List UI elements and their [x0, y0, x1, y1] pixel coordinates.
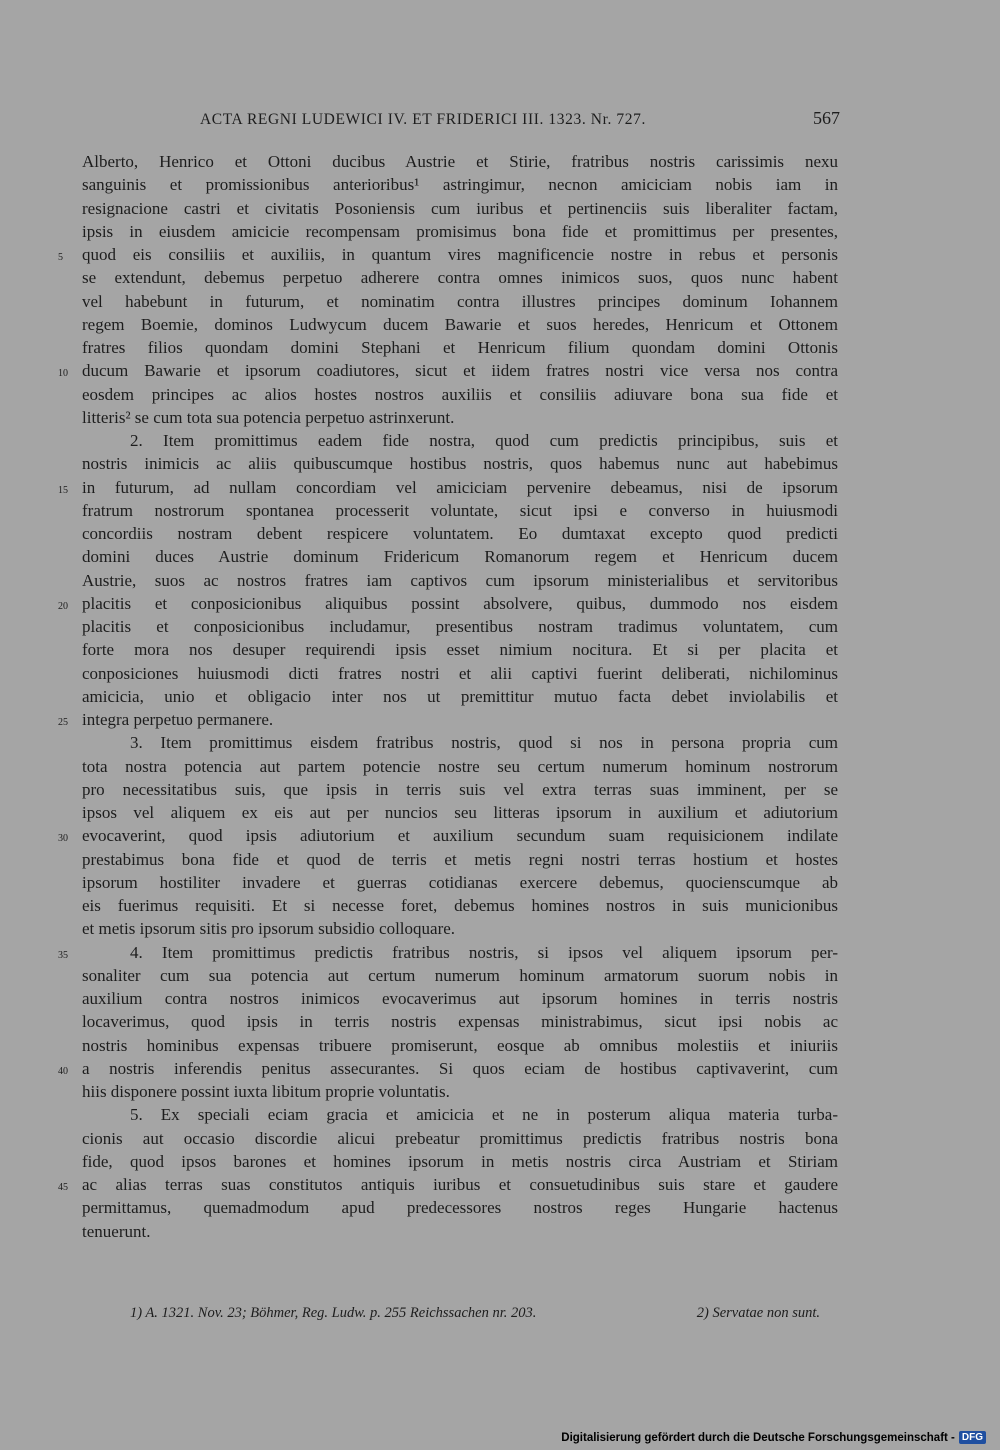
text-line [82, 197, 838, 220]
line-text: se extendunt, debemus perpetuo adherere contra omnes inimicos suos, quos nunc habent [82, 268, 838, 288]
funding-text: Digitalisierung gefördert durch die Deutsche Forschungsgemeinschaft - [561, 1431, 955, 1444]
line-text: nostris inimicis ac aliis quibuscumque hostibus nostris, quos habemus nunc aut habebimus [82, 454, 838, 474]
text-line [82, 615, 838, 638]
text-line [82, 894, 838, 917]
line-text: pro necessitatibus suis, que ipsis in terris suis vel extra terras suas imminent, per se [82, 779, 838, 799]
line-number: 5 [58, 252, 63, 263]
line-text: integra perpetuo permanere. [82, 710, 274, 729]
line-number: 15 [58, 484, 68, 496]
text-line [82, 638, 838, 661]
line-text: litteris² se cum tota sua potencia perpetuo astrinxerunt. [82, 407, 455, 427]
line-text: fratrum nostrorum spontanea processerit voluntate, sicut ipsi e converso in huiusmodi [82, 500, 838, 520]
line-text: permittamus, quemadmodum apud predecessores nostros reges Hungarie hactenus [82, 1198, 838, 1218]
line-text: hiis disponere possint iuxta libitum proprie voluntatis. [82, 1082, 450, 1101]
text-line [82, 1103, 838, 1126]
line-text: sonaliter cum sua potencia aut certum numerum hominum armatorum suorum nobis in [82, 965, 838, 985]
line-number: 45 [58, 1182, 68, 1193]
line-text: Austrie, suos ac nostros fratres iam captivos cum ipsorum ministerialibus et servitoribus [82, 570, 838, 590]
text-line [82, 1220, 838, 1243]
line-text: ipsorum hostiliter invadere et guerras cotidianas exercere debemus, quocienscumque ab [82, 872, 838, 892]
text-line [82, 150, 838, 173]
line-text: sanguinis et promissionibus anterioribus¹ astringimur, necnon amiciciam nobis iam in [82, 175, 838, 195]
text-line [82, 1127, 838, 1150]
line-text: et metis ipsorum sitis pro ipsorum subsidio colloquare. [82, 919, 456, 939]
text-line [82, 569, 838, 592]
text-line [82, 266, 838, 289]
text-line [82, 336, 838, 359]
text-line [82, 1080, 838, 1103]
text-line [82, 801, 838, 824]
funding-banner [561, 1431, 986, 1444]
text-line [82, 173, 838, 196]
text-line [58, 476, 838, 499]
line-text: cionis aut occasio discordie alicui prebeatur promittimus predictis fratribus nostris bona [82, 1128, 838, 1148]
text-line [82, 964, 838, 987]
line-text: conposiciones huiusmodi dicti fratres nostri et alii captivi fuerint deliberati, nichilominus [82, 663, 838, 683]
line-text: placitis et conposicionibus aliquibus possint absolvere, quibus, dummodo nos eisdem [82, 593, 838, 613]
dfg-logo: DFG [959, 1431, 986, 1444]
line-number: 40 [58, 1065, 68, 1077]
text-line [82, 755, 838, 778]
line-text: 5. Ex speciali eciam gracia et amicicia et ne in posterum aliqua materia turba- [130, 1105, 838, 1125]
footnote-1: 1) A. 1321. Nov. 23; Böhmer, Reg. Ludw. p. 255 Reichssachen nr. 203. [130, 1305, 537, 1321]
line-text: prestabimus bona fide et quod de terris et metis regni nostri terras hostium et hostes [82, 849, 838, 869]
line-text: a nostris inferendis penitus assecurantes. Si quos eciam de hostibus captivaverint, cum [82, 1058, 838, 1078]
line-text: in futurum, ad nullam concordiam vel amiciciam pervenire debeamus, nisi de ipsorum [82, 477, 838, 497]
line-text: 3. Item promittimus eisdem fratribus nostris, quod si nos in persona propria cum [130, 733, 838, 753]
text-line [58, 359, 838, 382]
line-text: quod eis consiliis et auxiliis, in quantum vires magnificencie nostre in rebus et personis [82, 245, 838, 264]
text-line [82, 522, 838, 545]
line-text: regem Boemie, dominos Ludwycum ducem Bawarie et suos heredes, Henricum et Ottonem [82, 314, 838, 334]
line-text: 4. Item promittimus predictis fratribus nostris, si ipsos vel aliquem ipsorum per- [130, 942, 838, 962]
line-text: ipsis in eiusdem amicicie recompensam promisimus bona fide et promittimus per presentes, [82, 221, 838, 241]
running-title: ACTA REGNI LUDEWICI IV. ET FRIDERICI III. 1323. Nr. 727. [200, 111, 646, 128]
line-text: Alberto, Henrico et Ottoni ducibus Austrie et Stirie, fratribus nostris carissimis nexu [82, 152, 838, 171]
line-text: eis fuerimus requisiti. Et si necesse foret, debemus homines nostros in suis municionibus [82, 896, 838, 915]
line-number: 25 [58, 717, 68, 728]
line-text: evocaverint, quod ipsis adiutorium et auxilium secundum suam requisicionem indilate [82, 826, 838, 846]
line-text: 2. Item promittimus eadem fide nostra, quod cum predictis principibus, suis et [130, 431, 838, 450]
line-text: ducum Bawarie et ipsorum coadiutores, sicut et iidem fratres nostri vice versa nos contra [82, 361, 838, 381]
text-line [82, 545, 838, 568]
text-line [58, 592, 838, 615]
text-line [58, 824, 838, 847]
main-text [58, 150, 838, 1243]
text-line [82, 1196, 838, 1219]
line-text: resignacione castri et civitatis Posoniensis cum iuribus et pertinenciis suis liberaliter factam, [82, 198, 838, 218]
line-text: amicicia, unio et obligacio inter nos ut premittitur mutuo facta debet inviolabilis et [82, 686, 838, 706]
line-number: 10 [58, 368, 68, 380]
text-line [82, 1034, 838, 1057]
text-line [82, 406, 838, 429]
text-line [58, 708, 838, 731]
text-line [82, 848, 838, 871]
text-line [82, 452, 838, 475]
text-line [82, 290, 838, 313]
text-line [82, 220, 838, 243]
line-text: locaverimus, quod ipsis in terris nostris expensas ministrabimus, sicut ipsi nobis ac [82, 1012, 838, 1032]
text-line [82, 1150, 838, 1173]
text-line [58, 243, 838, 266]
line-number: 35 [58, 949, 68, 961]
text-line [82, 917, 838, 940]
running-header [200, 108, 840, 129]
line-text: tota nostra potencia aut partem potencie nostre seu certum numerum hominum nostrorum [82, 756, 838, 776]
footnote-2: 2) Servatae non sunt. [696, 1305, 820, 1321]
text-line [82, 499, 838, 522]
line-text: vel habebunt in futurum, et nominatim contra illustres principes dominum Iohannem [82, 291, 838, 311]
line-text: tenuerunt. [82, 1221, 151, 1241]
text-line [82, 313, 838, 336]
line-text: fratres filios quondam domini Stephani et Henricum filium quondam domini Ottonis [82, 338, 838, 357]
text-line [82, 731, 838, 754]
line-text: fide, quod ipsos barones et homines ipsorum in metis nostris circa Austriam et Stiriam [82, 1151, 838, 1171]
text-line [82, 662, 838, 685]
line-text: concordiis nostram debent respicere voluntatem. Eo dumtaxat excepto quod predicti [82, 524, 838, 543]
text-line [82, 685, 838, 708]
text-line [82, 987, 838, 1010]
text-line [58, 1173, 838, 1196]
line-text: ac alias terras suas constitutos antiquis iuribus et consuetudinibus suis stare et gaudere [82, 1175, 838, 1194]
text-line [58, 941, 838, 964]
line-number: 20 [58, 600, 68, 612]
page-number: 567 [813, 108, 840, 128]
line-text: forte mora nos desuper requirendi ipsis esset nimium nocitura. Et si per placita et [82, 640, 838, 660]
text-line [82, 778, 838, 801]
footnotes [130, 1305, 820, 1322]
text-line [82, 871, 838, 894]
line-number: 30 [58, 833, 68, 845]
text-line [82, 1010, 838, 1033]
line-text: ipsos vel aliquem ex eis aut per nuncios seu litteras ipsorum in auxilium et adiutorium [82, 803, 838, 822]
line-text: domini duces Austrie dominum Fridericum Romanorum regem et Henricum ducem [82, 547, 838, 567]
line-text: placitis et conposicionibus includamur, presentibus nostram tradimus voluntatem, cum [82, 617, 838, 636]
line-text: auxilium contra nostros inimicos evocaverimus aut ipsorum homines in terris nostris [82, 989, 838, 1008]
text-line [58, 1057, 838, 1080]
line-text: eosdem principes ac alios hostes nostros auxiliis et consiliis adiuvare bona sua fide et [82, 384, 838, 404]
line-text: nostris hominibus expensas tribuere promiserunt, eosque ab omnibus molestiis et iniuriis [82, 1035, 838, 1055]
text-line [82, 383, 838, 406]
text-line [82, 429, 838, 452]
